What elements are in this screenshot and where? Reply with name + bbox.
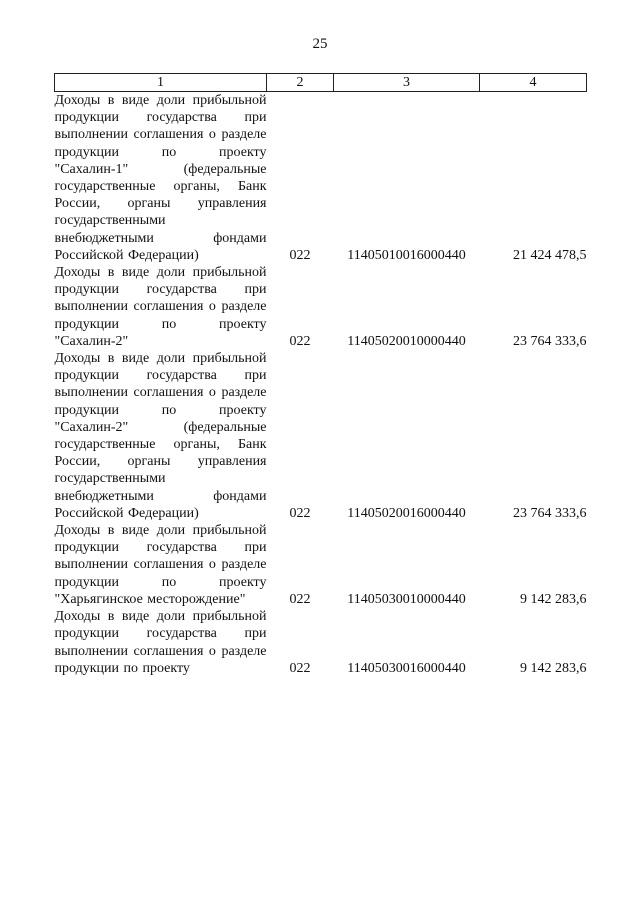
table-row bbox=[55, 92, 587, 265]
column-header-3: 3 bbox=[334, 74, 480, 92]
budget-classification-code: 11405030016000440 bbox=[347, 660, 466, 676]
revenue-table bbox=[54, 73, 587, 677]
table-header-row bbox=[55, 74, 587, 92]
revenue-name: Доходы в виде доли прибыльной продукции государства при выполнении соглашения о разделе продукции по проекту "Харьягинское месторождение" bbox=[54, 523, 267, 607]
column-header-4: 4 bbox=[480, 74, 587, 92]
budget-classification-code: 11405020010000440 bbox=[347, 333, 466, 349]
budget-classification-code: 11405010016000440 bbox=[347, 247, 466, 263]
table-row bbox=[55, 350, 587, 522]
revenue-name: Доходы в виде доли прибыльной продукции государства при выполнении соглашения о разделе продукции по проекту "Сахалин-2" bbox=[54, 265, 267, 349]
budget-classification-code: 11405020016000440 bbox=[347, 505, 466, 521]
amount: 23 764 333,6 bbox=[513, 505, 587, 521]
admin-code: 022 bbox=[289, 591, 311, 607]
admin-code: 022 bbox=[289, 333, 311, 349]
table-row bbox=[55, 264, 587, 350]
column-header-2: 2 bbox=[267, 74, 334, 92]
table-row bbox=[55, 522, 587, 608]
amount: 9 142 283,6 bbox=[520, 591, 587, 607]
revenue-name: Доходы в виде доли прибыльной продукции государства при выполнении соглашения о разделе продукции по проекту "Сахалин-2" (федеральные государственные органы, Банк России, органы управления государственными внебюджетными фондами Российской Федерации) bbox=[54, 351, 267, 521]
column-header-1: 1 bbox=[55, 74, 267, 92]
revenue-name: Доходы в виде доли прибыльной продукции государства при выполнении соглашения о разделе продукции по проекту "Сахалин-1" (федеральные государственные органы, Банк России, органы управления государственными внебюджетными фондами Российской Федерации) bbox=[54, 93, 267, 263]
table-row bbox=[55, 608, 587, 677]
budget-classification-code: 11405030010000440 bbox=[347, 591, 466, 607]
amount: 9 142 283,6 bbox=[520, 660, 587, 676]
admin-code: 022 bbox=[289, 247, 311, 263]
admin-code: 022 bbox=[289, 505, 311, 521]
page-number: 25 bbox=[312, 36, 328, 52]
revenue-name: Доходы в виде доли прибыльной продукции государства при выполнении соглашения о разделе продукции по проекту bbox=[54, 609, 267, 676]
amount: 23 764 333,6 bbox=[513, 333, 587, 349]
amount: 21 424 478,5 bbox=[513, 247, 587, 263]
admin-code: 022 bbox=[289, 660, 311, 676]
